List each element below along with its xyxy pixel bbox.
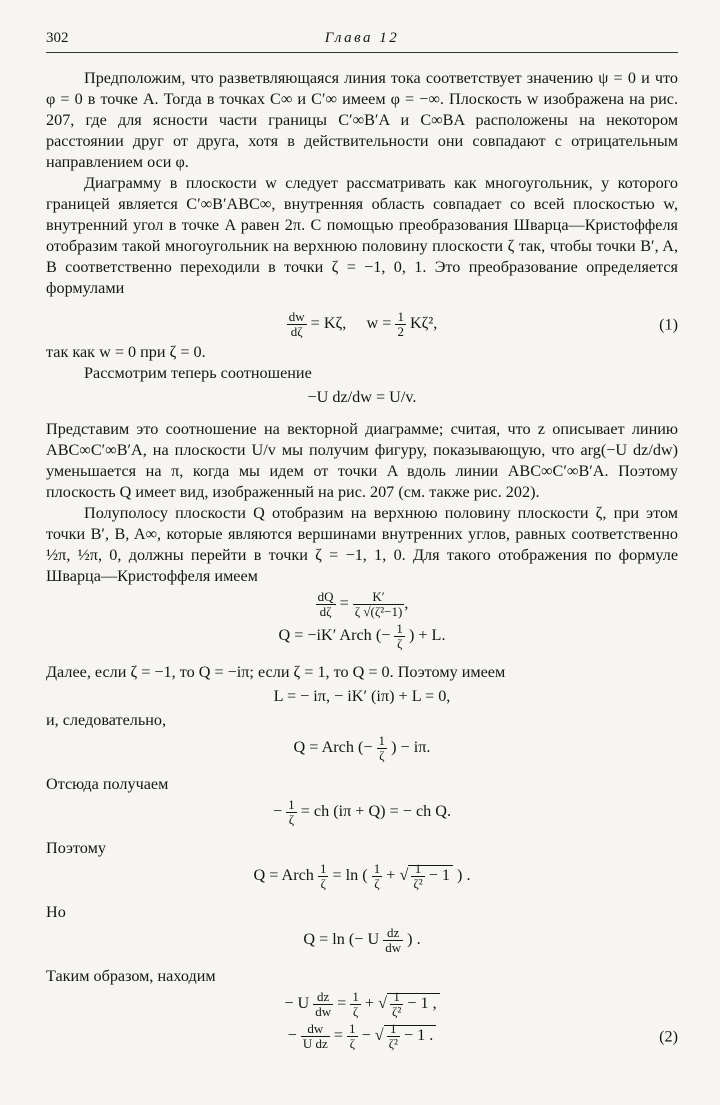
running-head: Глава 12 xyxy=(324,30,400,46)
equation-9: Q = ln (− U $\frac{dz}{dw}$ ) . xyxy=(303,925,421,955)
fraction: $\frac{1}{2}$ xyxy=(397,309,404,339)
paragraph-1: Предположим, что разветвляющаяся линия тока соответствует значению ψ = 0 и что φ = 0 в точке A. Тогда в точках C∞ и C′∞ имеем φ = −∞. Плоскость w изображена на рис. 207, где для ясности части границы C′∞B′A и C∞BA расположены на некотором расстоянии друг от друга, хотя в действительности они совпадают с отрицательным направлением оси φ. xyxy=(46,69,678,171)
equation-2: −U dz/dw = U/v. xyxy=(307,388,417,406)
equation-4: Q = −iK′ Arch (− $\frac{1}{\zeta}$ ) + L. xyxy=(278,621,446,651)
equation-5: L = − iπ, − iK′ (iπ) + L = 0, xyxy=(273,687,451,705)
paragraph-6: Полуполосу плоскости Q отобразим на верхнюю половину плоскости ζ, при этом точки B′, B, A∞, которые являются вершинами внутренних углов, равных соответственно ½π, ½π, 0, должны перейти в точки ζ = −1, 1, 0. Для такого отображения по формуле Шварца—Кристоффеля имеем xyxy=(46,504,678,585)
equation-11: − $\frac{dw}{\text{U dz}}$ = $\frac{1}{\zeta}$ − √ $\frac{1}{\text{ζ²}}$ − 1 . (2) xyxy=(287,1021,678,1051)
equation-3: $\frac{dQ}{d\zeta}$ = $\frac{K'}{\text{ζ √(ζ²−1)}}$ , xyxy=(317,589,409,619)
page-header xyxy=(46,28,678,53)
equation-1: $\frac{dw}{d\zeta}$ = Kζ, w = $\frac{1}{2}$ Kζ², (1) xyxy=(288,309,678,339)
equation-6: Q = Arch (− $\frac{1}{\zeta}$ ) − iπ. xyxy=(293,733,431,763)
paragraph-12: Таким образом, находим xyxy=(46,967,216,985)
equation-number: (2) xyxy=(659,1027,678,1045)
radical: $\frac{1}{\text{ζ²}}$ − 1 , xyxy=(387,993,440,1012)
paragraph-11: Но xyxy=(46,903,66,921)
fraction: $\frac{dw}{d\zeta}$ xyxy=(288,309,305,339)
paragraph-2: Диаграмму в плоскости w следует рассматривать как многоугольник, у которого границей является C′∞B′ABC∞, внутренняя область совпадает со всей плоскостью w, внутренний угол в точке A равен 2π. С помощью преобразования Шварца—Кристоффеля отобразим такой многоугольник на верхнюю половину плоскости ζ так, чтобы точки B′, A, B соответственно переходили в точки ζ = −1, 0, 1. Это преобразование определяется формулами xyxy=(46,174,678,297)
paragraph-8: и, следовательно, xyxy=(46,711,167,729)
radical: $\frac{1}{\text{ζ²}}$ − 1 . xyxy=(384,1025,437,1044)
page-number: 302 xyxy=(46,30,69,46)
paragraph-10: Поэтому xyxy=(46,839,106,857)
paragraph-3: так как w = 0 при ζ = 0. xyxy=(46,343,206,361)
paragraph-5: Представим это соотношение на векторной диаграмме; считая, что z описывает линию ABC∞C′∞B′A, на плоскости U/v мы получим фигуру, показывающую, что arg(−U dz/dw) уменьшается на π, когда мы идем от точки A вдоль линии ABC∞C′∞B′A. Поэтому плоскость Q имеет вид, изображенный на рис. 207 (см. также рис. 202). xyxy=(46,420,678,501)
equation-10: − U $\frac{dz}{dw}$ = $\frac{1}{\zeta}$ + √ $\frac{1}{\text{ζ²}}$ − 1 , xyxy=(46,990,678,1019)
equation-7: − $\frac{1}{\zeta}$ = ch (iπ + Q) = − ch Q. xyxy=(272,797,452,827)
page-body xyxy=(46,68,678,1054)
radical: $\frac{1}{\text{ζ²}}$ − 1 xyxy=(408,865,453,884)
paragraph-7: Далее, если ζ = −1, то Q = −iπ; если ζ = 1, то Q = 0. Поэтому имеем xyxy=(46,663,506,681)
equation-8: Q = Arch $\frac{1}{\zeta}$ = ln ( $\frac{1}{\zeta}$ + √ $\frac{1}{\text{ζ²}}$ − 1 ) . xyxy=(253,861,471,891)
paragraph-9: Отсюда получаем xyxy=(46,775,169,793)
paragraph-4: Рассмотрим теперь соотношение xyxy=(84,364,312,382)
equation-number: (1) xyxy=(659,315,678,333)
